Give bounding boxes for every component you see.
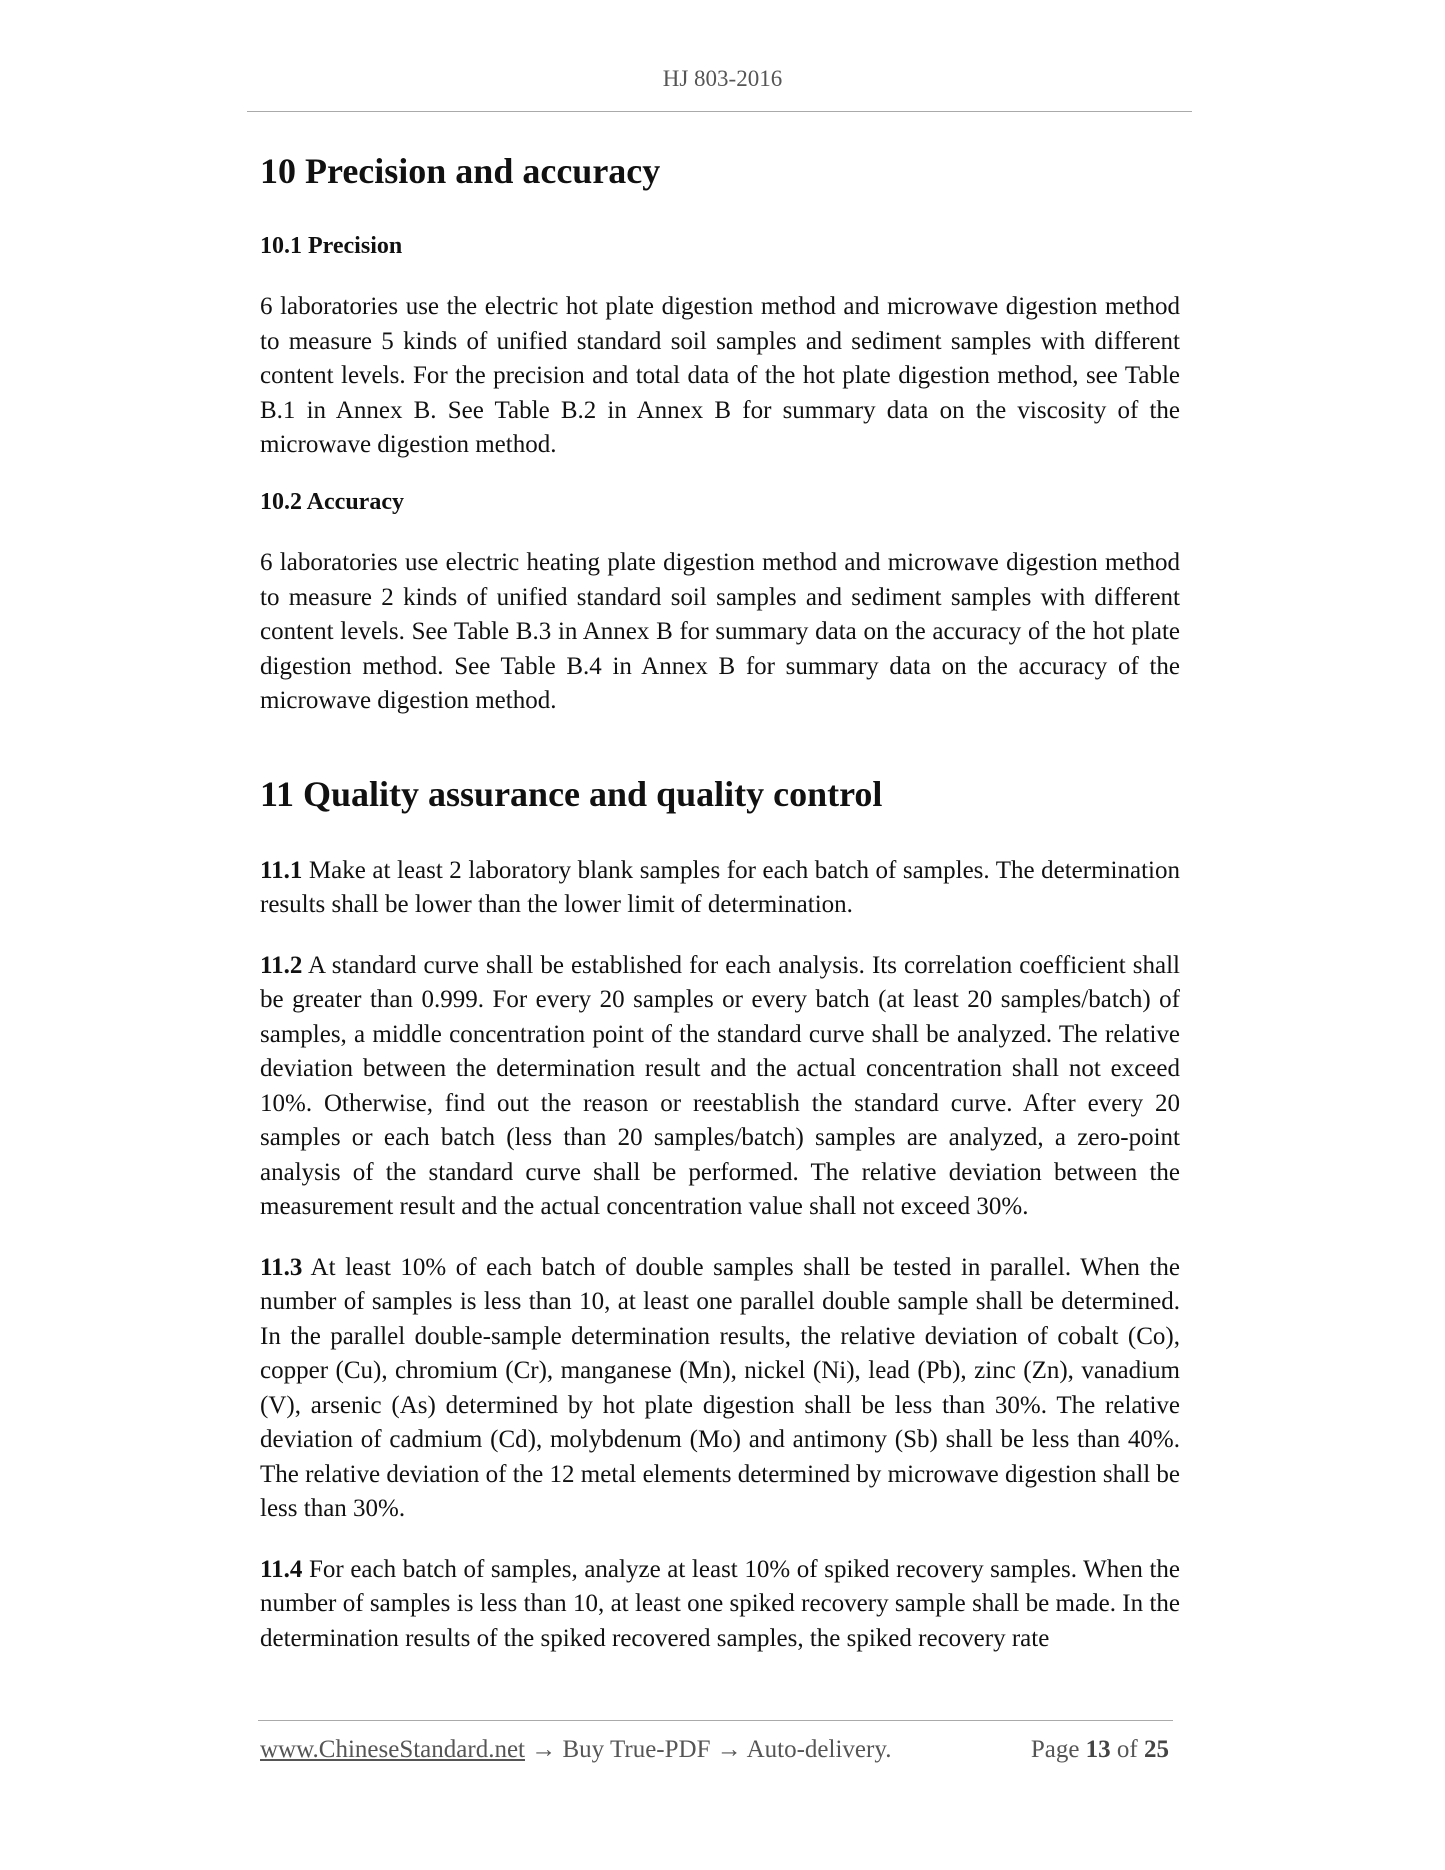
section-11-heading: 11 Quality assurance and quality control — [260, 773, 883, 814]
clause-11-3 — [260, 1251, 1180, 1527]
document-body — [260, 150, 1180, 1656]
section-10-1-paragraph: 6 laboratories use the electric hot plate digestion method and microwave digestion method to measure 5 kinds of unified standard soil samples and sediment samples with different content levels. For the precision and total data of the hot plate digestion method, see Table B.1 in Annex B. See Table B.2 in Annex B for summary data on the viscosity of the microwave digestion method. — [260, 293, 1180, 459]
section-10-2-paragraph: 6 laboratories use electric heating plate digestion method and microwave digestion method to measure 2 kinds of unified standard soil samples and sediment samples with different content levels. See Table B.3 in Annex B for summary data on the accuracy of the hot plate digestion method. See Table B.4 in Annex B for summary data on the accuracy of the microwave digestion method. — [260, 549, 1180, 715]
page-total: 25 — [1144, 1736, 1169, 1763]
clause-11-4 — [260, 1553, 1180, 1657]
clause-text: At least 10% of each batch of double samples shall be tested in parallel. When the number of samples is less than 10, at least one parallel double sample shall be determined. In the parallel double-sample determination results, the relative deviation of cobalt (Co), copper (Cu), chromium (Cr), manganese (Mn), nickel (Ni), lead (Pb), zinc (Zn), vanadium (V), arsenic (As) determined by hot plate digestion shall be less than 30%. The relative deviation of cadmium (Cd), molybdenum (Mo) and antimony (Sb) shall be less than 40%. The relative deviation of the 12 metal elements determined by microwave digestion shall be less than 30%. — [260, 1253, 1180, 1523]
clause-number: 11.3 — [260, 1253, 303, 1281]
page-current: 13 — [1085, 1736, 1111, 1763]
page-of: of — [1116, 1736, 1138, 1763]
footer-promo-text: → Buy True-PDF → Auto-delivery. — [525, 1736, 892, 1763]
clause-text: A standard curve shall be established for each analysis. Its correlation coefficient shall be greater than 0.999. For every 20 samples or every batch (at least 20 samples/batch) of samples, a middle concentration point of the standard curve shall be analyzed. The relative deviation between the determination result and the actual concentration shall not exceed 10%. Otherwise, find out the reason or reestablish the standard curve. After every 20 samples or each batch (less than 20 samples/batch) samples are analyzed, a zero-point analysis of the standard curve shall be performed. The relative deviation between the measurement result and the actual concentration value shall not exceed 30%. — [260, 951, 1180, 1221]
page-footer — [260, 1736, 1175, 1770]
page-label: Page — [1030, 1736, 1080, 1763]
clause-number: 11.2 — [260, 951, 303, 979]
section-10-1-heading: 10.1 Precision — [260, 233, 403, 260]
clause-text: For each batch of samples, analyze at least 10% of spiked recovery samples. When the number of samples is less than 10, at least one spiked recovery sample shall be made. In the determination results of the spiked recovered samples, the spiked recovery rate — [260, 1555, 1180, 1652]
clause-text: Make at least 2 laboratory blank samples for each batch of samples. The determination results shall be lower than the lower limit of determination. — [260, 856, 1180, 919]
website-link[interactable]: www.ChineseStandard.net — [260, 1736, 525, 1763]
header-divider — [247, 111, 1192, 112]
footer-promo — [260, 1736, 891, 1764]
clause-number: 11.1 — [260, 856, 303, 884]
section-10-2-heading: 10.2 Accuracy — [260, 488, 404, 515]
clause-11-2 — [260, 949, 1180, 1225]
page-header: HJ 803-2016 — [662, 66, 783, 91]
clause-number: 11.4 — [260, 1555, 303, 1583]
footer-divider — [258, 1720, 1173, 1721]
section-10-heading: 10 Precision and accuracy — [260, 151, 661, 191]
clause-11-1 — [260, 854, 1180, 923]
page-number — [1031, 1736, 1169, 1764]
